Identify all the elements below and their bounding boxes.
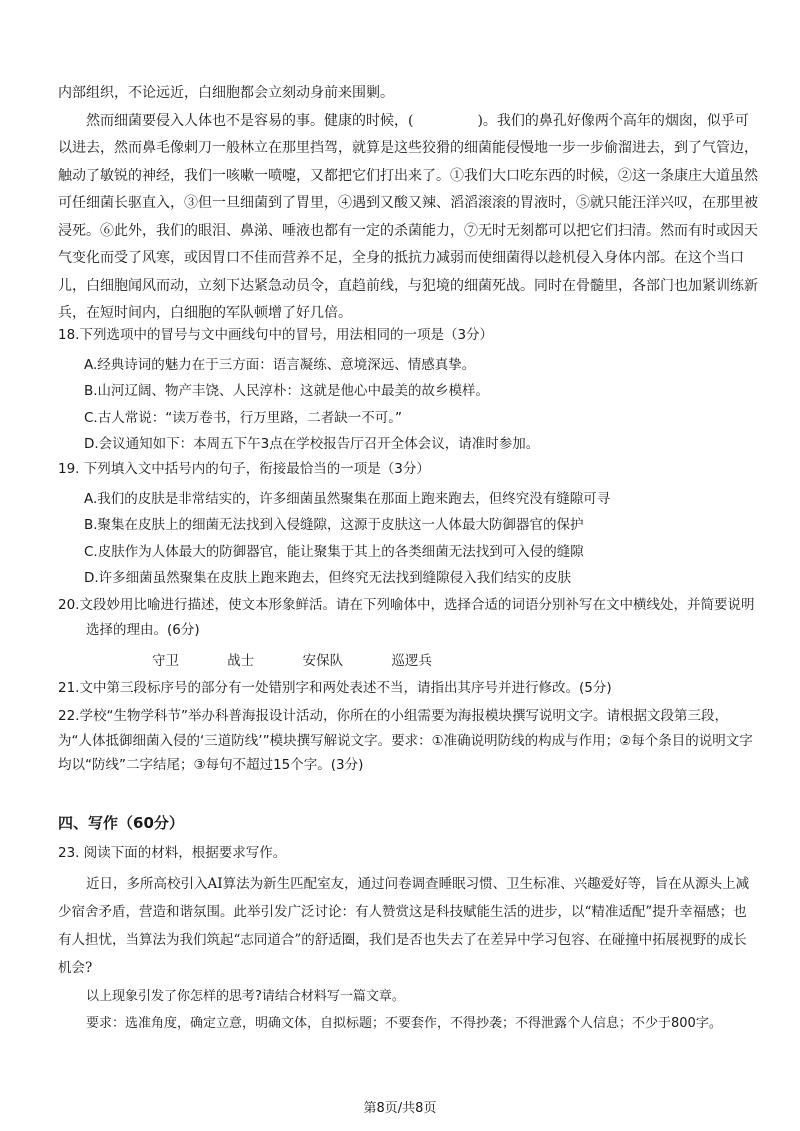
question-stem: 20.文段妙用比喻进行描述，使文本形象鲜活。请在下列喻体中，选择合适的词语分别补写在文中横线处，并简要说明选择的理由。(6分): [58, 597, 755, 638]
writing-section: [58, 812, 758, 1037]
passage-text-before-blank: 然而细菌要侵入人体也不是容易的事。健康的时候，(: [86, 112, 414, 129]
passage: [58, 80, 758, 328]
option-c: C.皮肤作为人体最大的防御器官，能让聚集于其上的各类细菌无法找到可入侵的缝隙: [84, 543, 584, 560]
writing-requirement: 要求：选准角度，确定立意，明确文体，自拟标题；不要套作，不得抄袭；不得泄露个人信息；不少于800字。: [86, 1015, 722, 1031]
passage-text-after-blank: )。我们的鼻孔好像两个高年的烟囱，似乎可以进去，然而鼻毛像剌刀一般林立在那里挡驾，就算是这些狡猾的细菌能侵慢地一步一步偷溜进去，到了气管边，触动了敏锐的神经，我们一咳嗽一喷嚏，又都把它们打出来了。①我们大口吃东西的时候，②这一条康庄大道虽然可任细菌长驱直入，③但一旦细菌到了胃里，④遇到又酸又辣、滔滔滚滚的胃液时，⑤就只能汪洋兴叹，在那里被浸死。⑥此外，我们的眼泪、鼻涕、唾液也都有一定的杀菌能力，⑦无时无刻都可以把它们扫清。然而有时或因天气变化而受了风寒，或因胃口不佳而营养不足，全身的抵抗力减弱而使细菌得以趁机侵入身体内部。在这个当口儿，白细胞闻风而动，立刻下达紧急动员令，直趋前线，与犯境的细菌死战。同时在骨髓里，各部门也加紧训练新兵，在短时间内，白细胞的军队顿增了好几倍。: [58, 112, 758, 321]
word-option: 安保队: [302, 653, 344, 669]
option-a: A.我们的皮肤是非常结实的，许多细菌虽然聚集在那面上跑来跑去，但终究没有缝隙可寻: [84, 490, 611, 507]
word-option: 守卫: [152, 653, 179, 669]
word-option: 战士: [227, 653, 255, 669]
writing-prompt: 以上现象引发了你怎样的思考?请结合材料写一篇文章。: [86, 988, 405, 1004]
passage-paragraph: [58, 108, 758, 328]
writing-material: 近日，多所高校引入AI算法为新生匹配室友，通过问卷调查睡眠习惯、卫生标准、兴趣爱好等，旨在从源头上减少宿舍矛盾，营造和谐氛围。此举引发广泛讨论：有人赞赏这是科技赋能生活的进步，以“精准适配”提升幸福感；也有人担忧，当算法为我们筑起“志同道合”的舒适圈，我们是否也失去了在差异中学习包容、在碰撞中拓展视野的成长机会?: [58, 875, 750, 976]
question-stem: 21.文中第三段标序号的部分有一处错别字和两处表述不当，请指出其序号并进行修改。(5分): [58, 680, 612, 696]
option-c: C.古人常说：“读万卷书，行万里路，二者缺一不可。”: [84, 409, 402, 426]
question-20: [58, 593, 758, 674]
option-b: B.山河辽阔、物产丰饶、人民淳朴：这就是他心中最美的故乡模样。: [84, 383, 490, 399]
question-stem: 19. 下列填入文中括号内的句子，衔接最恰当的一项是（3分）: [58, 461, 430, 477]
passage-line: 内部组织，不论远近，白细胞都会立刻动身前来围剿。: [58, 85, 394, 101]
word-option: 巡逻兵: [391, 653, 432, 669]
question-19: [58, 457, 758, 592]
metaphor-word-list: [58, 648, 758, 674]
option-b: B.聚集在皮肤上的细菌无法找到入侵缝隙，这源于皮肤这一人体最大防御器官的保护: [84, 517, 584, 533]
page-number: 第8页/共8页: [363, 1101, 437, 1116]
question-stem: 18.下列选项中的冒号与文中画线句中的冒号，用法相同的一项是（3分）: [58, 327, 494, 343]
question-18: [58, 323, 758, 458]
option-d: D.许多细菌虽然聚集在皮肤上跑来跑去，但终究无法找到缝隙侵入我们结实的皮肤: [84, 570, 572, 586]
question-22: [58, 704, 758, 778]
question-stem: 22.学校“生物学科节”举办科普海报设计活动，你所在的小组需要为海报模块撰写说明文字。请根据文段第三段，为“人体抵御细菌入侵的‘三道防线’”模块撰写解说文字。要求：①准确说明防线的构成与作用；②每个条目的说明文字均以“防线”二字结尾；③每句不超过15个字。(3分): [58, 708, 753, 773]
question-23-stem: 23. 阅读下面的材料，根据要求写作。: [58, 845, 287, 861]
option-d: D.会议通知如下：本周五下午3点在学校报告厅召开全体会议，请准时参加。: [84, 436, 540, 452]
question-21: [58, 676, 758, 701]
section-title: 四、写作（60分）: [58, 814, 184, 832]
option-a: A.经典诗词的魅力在于三方面：语言凝练、意境深远、情感真挚。: [84, 356, 476, 373]
